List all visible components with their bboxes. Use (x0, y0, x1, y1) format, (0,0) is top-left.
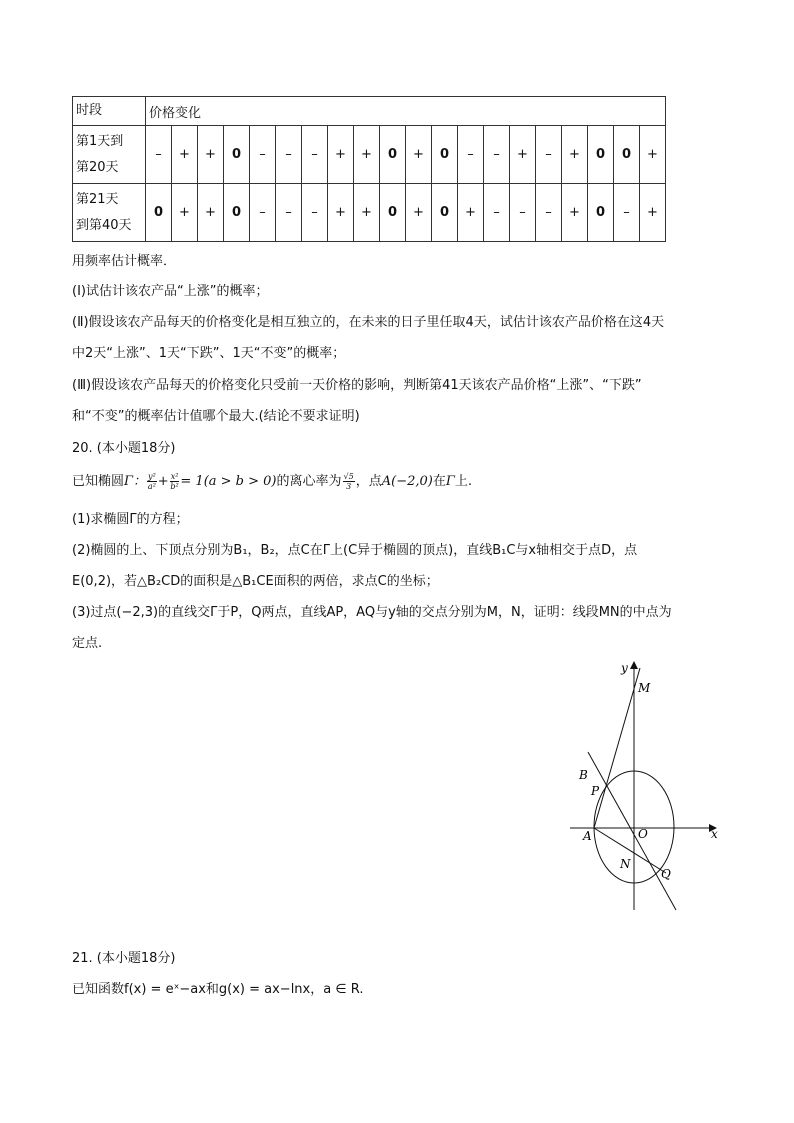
table-cell: – (510, 184, 536, 242)
label-y: y (621, 661, 628, 675)
row-label-line: 第20天 (76, 159, 119, 175)
text-line: (Ⅰ)试估计该农产品“上涨”的概率； (72, 284, 269, 299)
text-line: 用频率估计概率． (72, 254, 177, 269)
text-line: (3)过点(−2,3)的直线交Γ于P，Q两点，直线AP，AQ与y轴的交点分别为M，N，证明：线段MN的中点为 (72, 605, 672, 620)
table-cell: + (406, 184, 432, 242)
table-header-period: 时段 (73, 97, 146, 126)
table-cell: + (172, 126, 198, 184)
row-label-line: 第1天到 (76, 133, 124, 149)
fraction (147, 472, 157, 491)
text-line: 已知函数f(x) = eˣ−ax和g(x) = ax−lnx，a ∈ R. (72, 982, 364, 997)
table-cell: – (276, 184, 302, 242)
price-table (72, 96, 666, 242)
table-cell: 0 (432, 184, 458, 242)
table-cell: – (302, 184, 328, 242)
table-cell: + (640, 126, 666, 184)
text-line: (1)求椭圆Γ的方程； (72, 512, 189, 527)
table-row (73, 184, 666, 242)
row-label (73, 126, 146, 184)
text-fragment: 已知椭圆 (72, 474, 125, 489)
table-cell: + (458, 184, 484, 242)
table-cell: + (354, 126, 380, 184)
frac-den: 3 (346, 482, 352, 491)
table-cell: – (536, 126, 562, 184)
frac-den: a² (147, 482, 156, 491)
table-cell: 0 (146, 184, 172, 242)
table-cell: 0 (588, 184, 614, 242)
label-O: O (638, 827, 648, 841)
table-cell: – (250, 184, 276, 242)
question-heading: 20. (本小题18分) (72, 441, 176, 456)
math-expr: = 1(a > b > 0) (180, 474, 277, 489)
math-symbol: Γ： (124, 474, 147, 489)
table-cell: – (276, 126, 302, 184)
table-cell: – (250, 126, 276, 184)
table-cell: – (484, 184, 510, 242)
frac-num: x² (170, 472, 179, 481)
table-cell: + (510, 126, 536, 184)
frac-num: y² (148, 472, 156, 481)
table-cell: – (146, 126, 172, 184)
label-x: x (711, 827, 718, 841)
text-fragment: 的离心率为 (276, 474, 342, 489)
math-expr: A(−2,0) (381, 474, 433, 489)
text-line: E(0,2)，若△B₂CD的面积是△B₁CE面积的两倍，求点C的坐标； (72, 574, 439, 589)
frac-num: √5 (343, 472, 354, 481)
table-cell: 0 (432, 126, 458, 184)
table-cell: 0 (380, 184, 406, 242)
table-cell: + (198, 184, 224, 242)
fraction (170, 472, 180, 491)
table-cell: – (302, 126, 328, 184)
ellipse-figure (560, 655, 730, 915)
table-cell: – (614, 184, 640, 242)
text-fragment: 在 (432, 474, 446, 489)
ellipse-statement: 已知椭圆Γ： $\frac{\text{y²}}{\text{a²}}$ + $\frac{\text{x²}}{\text{b²}}$ = 1(a > b > 0)的离心率为 $\frac{√5}{3}$ ，点A(−2,0)在Γ上. (72, 472, 473, 491)
text-line: (Ⅱ)假设该农产品每天的价格变化是相互独立的，在未来的日子里任取4天，试估计该农产品价格在这4天 (72, 315, 665, 330)
table-cell: – (484, 126, 510, 184)
table-cell: + (354, 184, 380, 242)
table-cell: + (198, 126, 224, 184)
fraction (343, 472, 355, 491)
text-line: (2)椭圆的上、下顶点分别为B₁，B₂，点C在Γ上(C异于椭圆的顶点)，直线B₁C与x轴相交于点D，点 (72, 543, 638, 558)
table-cell: + (562, 126, 588, 184)
table-cell: 0 (224, 184, 250, 242)
table-cell: + (562, 184, 588, 242)
math-symbol: Γ (445, 474, 455, 489)
text-line: 中2天“上涨”、1天“下跌”、1天“不变”的概率； (72, 346, 346, 361)
text-line: 和“不变”的概率估计值哪个最大.(结论不要求证明) (72, 409, 360, 424)
table-cell: – (536, 184, 562, 242)
table-header-change: 价格变化 (146, 97, 666, 126)
table-cell: + (406, 126, 432, 184)
line-PQ (588, 752, 676, 910)
table-row (73, 126, 666, 184)
text-line: (Ⅲ)假设该农产品每天的价格变化只受前一天价格的影响，判断第41天该农产品价格“上涨”、“下跌” (72, 378, 642, 393)
text-fragment: ，点 (355, 474, 382, 489)
label-B: B (579, 768, 588, 782)
text-line: 定点. (72, 636, 103, 651)
row-label (73, 184, 146, 242)
label-Q: Q (661, 867, 671, 881)
table-cell: – (458, 126, 484, 184)
table-cell: + (328, 184, 354, 242)
table-cell: 0 (614, 126, 640, 184)
question-heading: 21. (本小题18分) (72, 951, 176, 966)
table-cell: 0 (224, 126, 250, 184)
row-label-line: 到第40天 (76, 217, 132, 233)
frac-den: b² (170, 482, 179, 491)
table-cell: 0 (380, 126, 406, 184)
table-cell: + (172, 184, 198, 242)
label-N: N (620, 857, 631, 871)
label-A: A (583, 829, 592, 843)
table-cell: + (328, 126, 354, 184)
row-label-line: 第21天 (76, 191, 119, 207)
label-P: P (591, 784, 600, 798)
text-fragment: 上. (454, 474, 473, 489)
table-cell: + (640, 184, 666, 242)
label-M: M (638, 681, 651, 695)
table-cell: 0 (588, 126, 614, 184)
